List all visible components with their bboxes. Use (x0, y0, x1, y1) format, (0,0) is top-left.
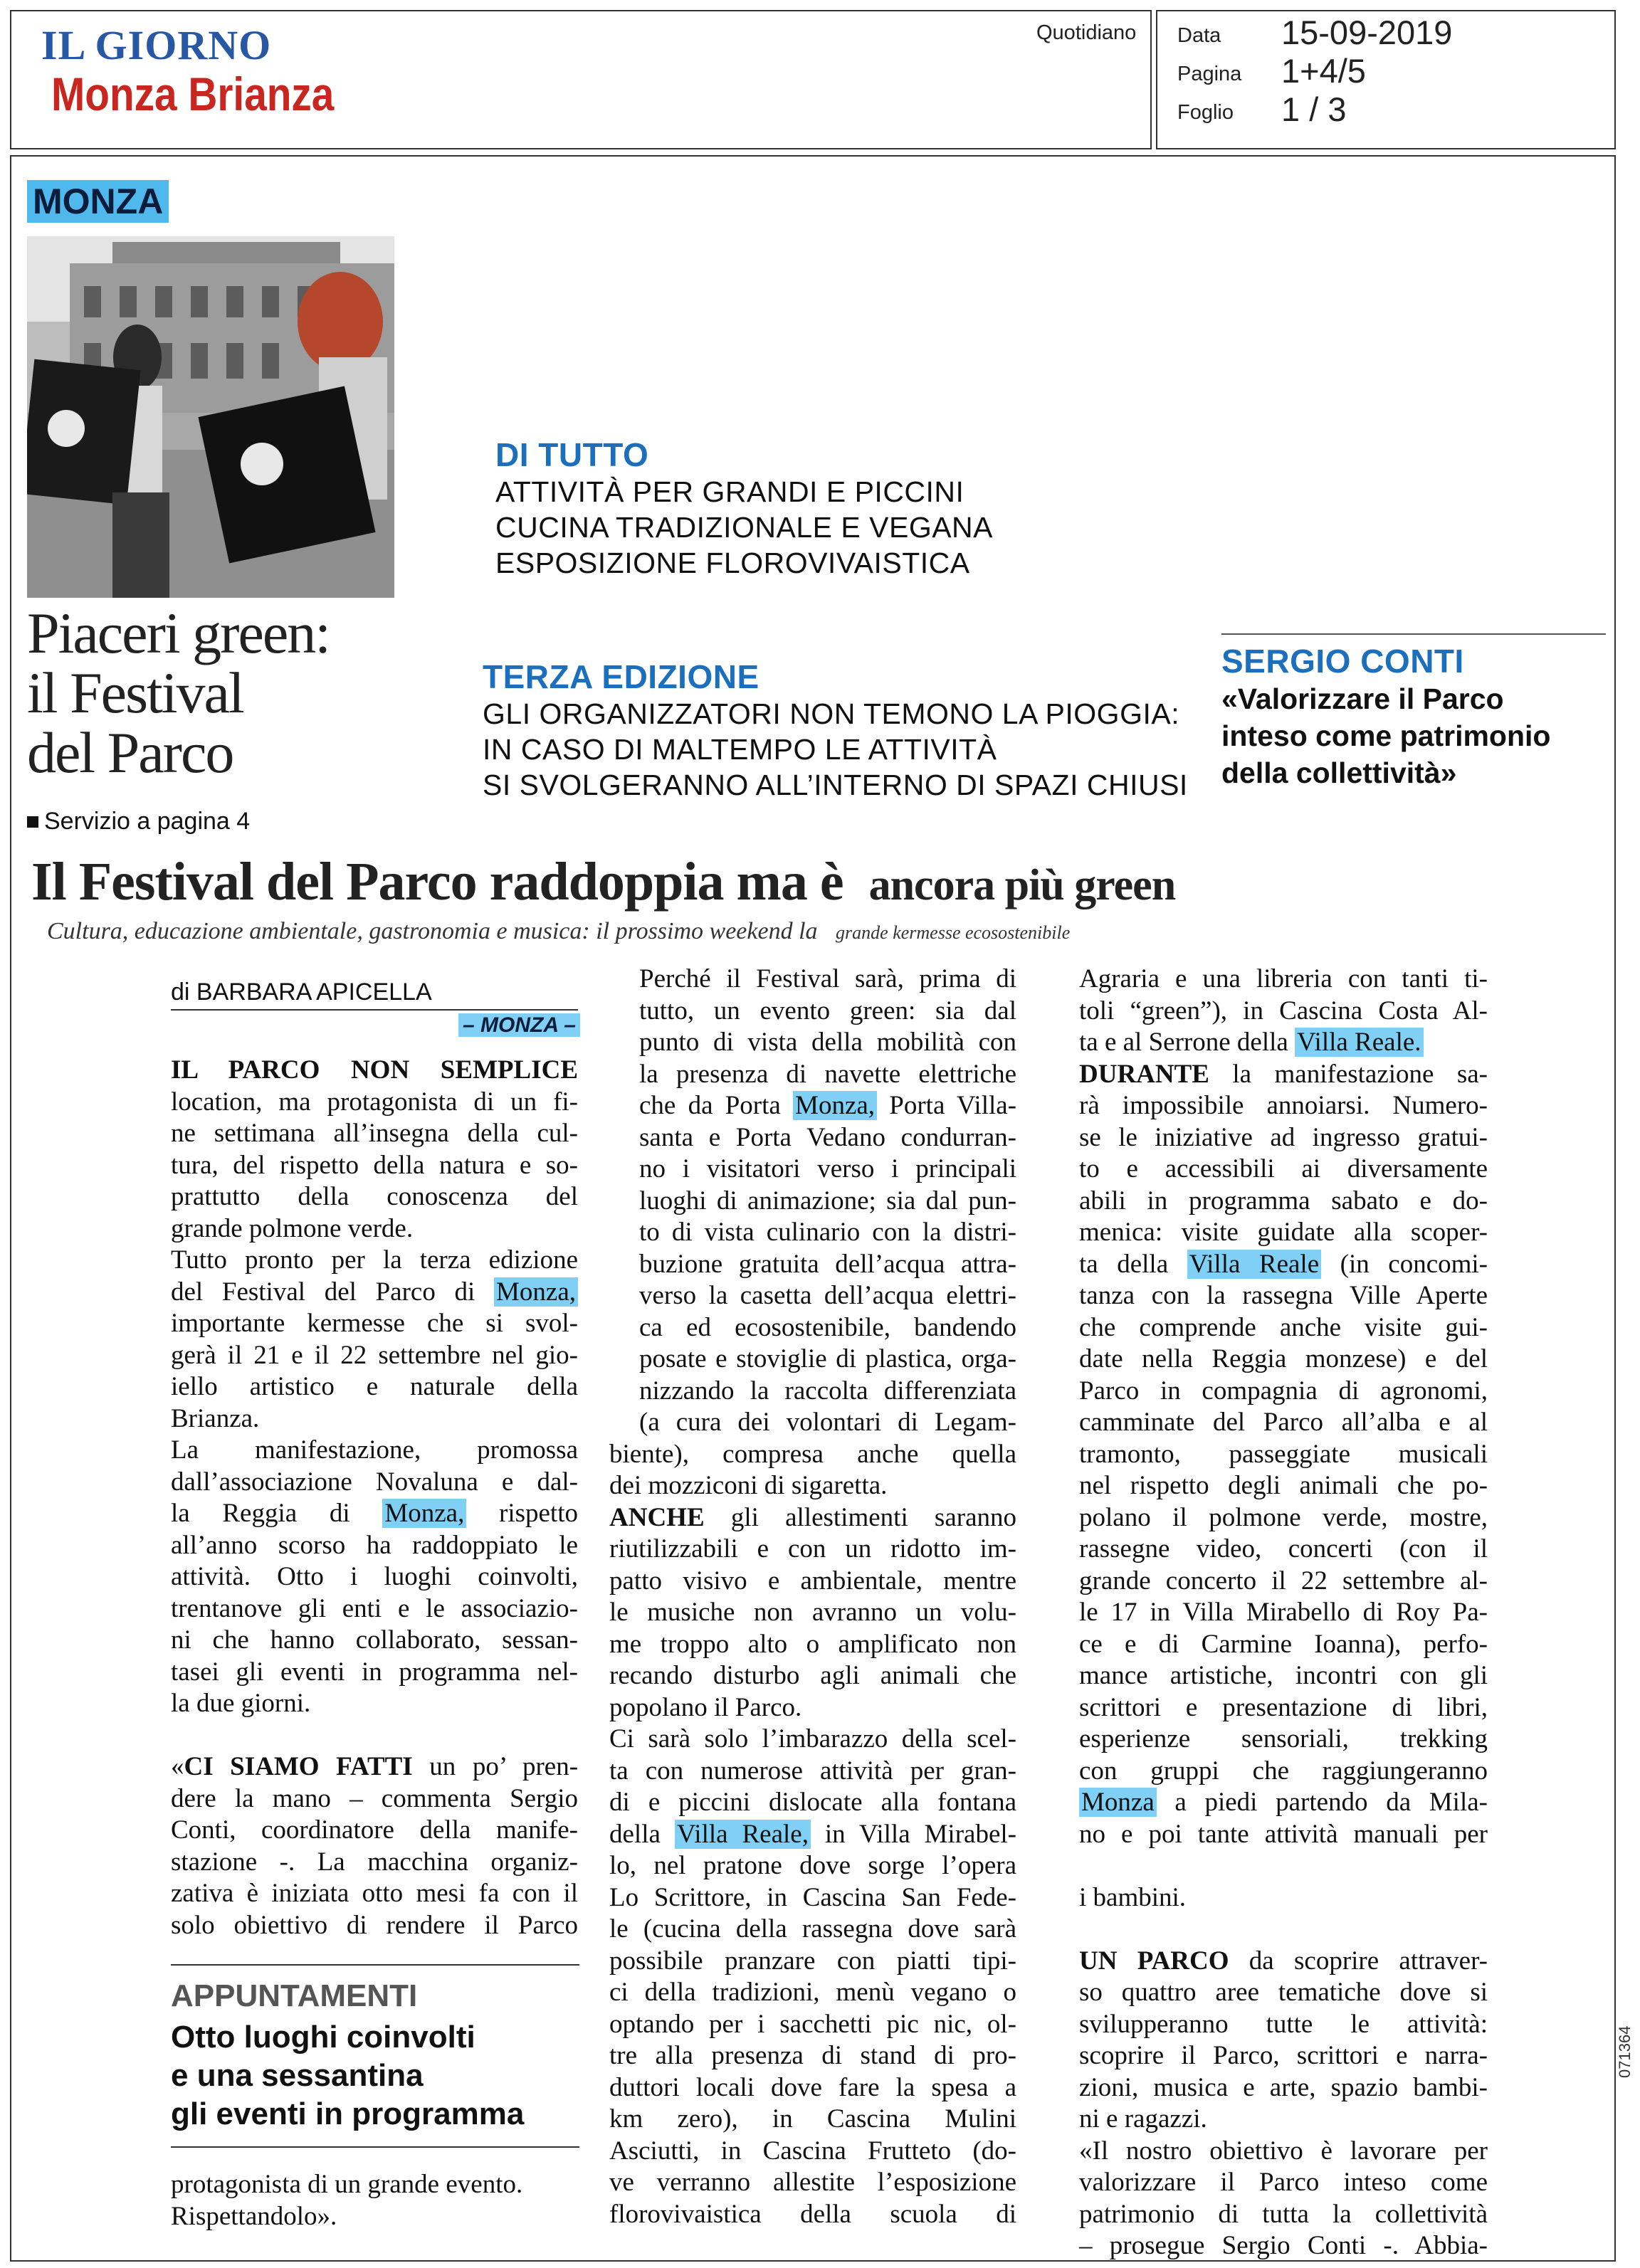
body-line: Monza a piedi partendo da Mila- (1079, 1787, 1488, 1819)
body-line: la due giorni. (171, 1689, 311, 1718)
body-line: IL PARCO NON SEMPLICE (171, 1055, 578, 1085)
body-line: Agraria e una libreria con tanti ti- (1079, 964, 1488, 993)
body-line: lo, nel pratone dove sorge l’opera (609, 1851, 1016, 1880)
headline-tail: ancora più green (868, 861, 1176, 909)
body-line: ni e ragazzi. (1079, 2104, 1207, 2133)
body-line: verso la casetta dell’acqua elettri- (639, 1281, 1016, 1310)
article-headline (31, 851, 1175, 913)
body-line: polano il polmone verde, mostre, (1079, 1502, 1488, 1532)
body-line: Brianza. (171, 1403, 260, 1433)
body-line: ne settimana all’insegna della cul- (171, 1119, 578, 1148)
body-line: importante kermesse che si svol- (171, 1309, 578, 1338)
pullout-quote-line: inteso come patrimonio (1221, 719, 1551, 752)
body-line: grande concerto il 22 settembre al- (1079, 1566, 1488, 1595)
body-line: solo obiettivo di rendere il Parco (171, 1910, 578, 1940)
meta-value-sheet: 1 / 3 (1281, 90, 1347, 128)
body-line: ce e di Carmine Ioanna), perfo- (1079, 1629, 1488, 1659)
pullout-heading: SERGIO CONTI (1221, 643, 1464, 680)
body-line: florovivaistica della scuola di (609, 2199, 1016, 2229)
meta-value-page: 1+4/5 (1281, 52, 1366, 90)
article-column-1 (171, 1055, 578, 1941)
newspaper-logo: IL GIORNO (41, 22, 272, 68)
pullout-di-tutto (495, 436, 993, 581)
body-line: popolano il Parco. (609, 1692, 802, 1722)
body-line: me troppo alto o amplificato non (609, 1629, 1016, 1659)
body-line: La manifestazione, promossa (171, 1435, 578, 1465)
meta-label-page: Pagina (1177, 63, 1242, 85)
body-line: zioni, musica e arte, spazio bambi- (1079, 2072, 1488, 2102)
pullout-line: ESPOSIZIONE FLOROVIVAISTICA (495, 547, 970, 579)
body-line: tasei gli eventi in programma nel- (171, 1657, 578, 1687)
body-line: scrittori e presentazione di libri, (1079, 1692, 1488, 1722)
body-line: prattutto della conoscenza del (171, 1182, 578, 1211)
body-line: stazione -. La macchina organiz- (171, 1847, 578, 1877)
body-line: che comprende anche visite gui- (1079, 1312, 1488, 1342)
body-line: dere la mano – commenta Sergio (171, 1783, 578, 1813)
body-line: tre alla presenza di stand di pro- (609, 2041, 1016, 2070)
body-line (171, 1720, 578, 1752)
body-line: se le iniziative ad ingresso gratui- (1079, 1122, 1488, 1152)
teaser-title-line: del Parco (27, 720, 233, 785)
body-line: possibile pranzare con piatti tipi- (609, 1946, 1016, 1976)
body-line: ANCHE gli allestimenti saranno (609, 1502, 1016, 1532)
body-line: della Villa Reale, in Villa Mirabel- (609, 1819, 1016, 1849)
dateline-text: – MONZA – (458, 1013, 580, 1037)
headline-main: Il Festival del Parco raddoppia ma è (31, 852, 843, 912)
dateline (458, 1013, 580, 1038)
subhead-tail: grande kermesse ecosostenibile (836, 922, 1071, 943)
body-line: toli “green”), in Cascina Costa Al- (1079, 996, 1488, 1025)
meta-label-date: Data (1177, 24, 1221, 47)
body-line: ta con numerose attività per gran- (609, 1756, 1016, 1786)
body-line: km zero), in Cascina Mulini (609, 2104, 1016, 2133)
box-line: e una sessantina (171, 2058, 424, 2093)
body-line: so quattro aree tematiche dove si (1079, 1978, 1488, 2007)
box-body (171, 2018, 524, 2133)
pullout-line: GLI ORGANIZZATORI NON TEMONO LA PIOGGIA: (483, 697, 1180, 730)
body-line: ci della tradizioni, menù vegano o (609, 1978, 1016, 2007)
section-label: MONZA (27, 180, 169, 223)
body-line (1079, 1850, 1488, 1882)
body-line: to di vista culinario con la distri- (639, 1218, 1016, 1247)
body-line: posate e stoviglie di plastica, orga- (639, 1344, 1016, 1373)
body-line: del Festival del Parco di Monza, (171, 1277, 578, 1309)
body-line: no i visitatori verso i principali (639, 1154, 1016, 1183)
body-line: to e accessibili ai diversamente (1079, 1154, 1488, 1183)
meta-value-date: 15-09-2019 (1281, 14, 1453, 51)
body-line: DURANTE la manifestazione sa- (1079, 1059, 1488, 1089)
body-line: i bambini. (1079, 1882, 1187, 1912)
body-line: – prosegue Sergio Conti -. Abbia- (1079, 2231, 1488, 2260)
pullout-terza-edizione (483, 658, 1188, 803)
body-line: menica: visite guidate alla scoper- (1079, 1218, 1488, 1247)
body-line: dall’associazione Novaluna e dal- (171, 1467, 578, 1497)
article-subhead (47, 918, 1070, 945)
byline: di BARBARA APICELLA (171, 979, 432, 1006)
pullout-line: ATTIVITÀ PER GRANDI E PICCINI (495, 475, 964, 508)
body-line: tutto, un evento green: sia dal (639, 996, 1016, 1025)
body-line: ve verranno allestite l’esposizione (609, 2168, 1016, 2197)
body-line: ta e al Serrone della Villa Reale. (1079, 1027, 1488, 1059)
body-line: gerà il 21 e il 22 settembre nel gio- (171, 1340, 578, 1370)
box-line: Otto luoghi coinvolti (171, 2020, 475, 2055)
body-line: rassegne video, concerti (con il (1079, 1534, 1488, 1563)
body-line: svilupperanno tutte le attività: (1079, 2009, 1488, 2039)
body-line: Ci sarà solo l’imbarazzo della scel- (609, 1724, 1016, 1753)
page-reference (27, 808, 250, 835)
body-line: la presenza di navette elettriche (639, 1059, 1016, 1089)
page-reference-text: Servizio a pagina 4 (44, 808, 251, 835)
article-column-1-continued (171, 2169, 578, 2232)
body-line: all’anno scorso ha raddoppiato le (171, 1530, 578, 1560)
body-line: di e piccini dislocate alla fontana (609, 1788, 1016, 1817)
subhead-main: Cultura, educazione ambientale, gastronomia e musica: il prossimo weekend la (47, 918, 818, 944)
body-line: che da Porta Monza, Porta Villa- (639, 1091, 1017, 1120)
body-line: Lo Scrittore, in Cascina San Fede- (609, 1882, 1016, 1912)
body-line: ni che hanno collaborato, sessan- (171, 1625, 578, 1655)
byline-divider (171, 1009, 578, 1011)
body-line: esperienze sensoriali, trekking (1079, 1724, 1488, 1753)
pullout-sergio-conti (1221, 642, 1620, 791)
body-line: no e poi tante attività manuali per (1079, 1819, 1488, 1849)
body-line: tramonto, passeggiate musicali (1079, 1439, 1488, 1469)
body-line: buzione gratuita dell’acqua attra- (639, 1249, 1016, 1279)
body-line: biente), compresa anche quella (609, 1439, 1016, 1469)
body-line: date nella Reggia monzese) e del (1079, 1344, 1488, 1373)
body-line: valorizzare il Parco inteso come (1079, 2168, 1488, 2197)
pullout-divider (1221, 633, 1606, 635)
body-line: tanza con la rassegna Ville Aperte (1079, 1281, 1488, 1310)
body-line: UN PARCO da scoprire attraver- (1079, 1946, 1488, 1976)
edition-name: Monza Brianza (51, 68, 335, 120)
body-line: ta della Villa Reale (in concomi- (1079, 1249, 1488, 1279)
body-line: attività. Otto i luoghi coinvolti, (171, 1562, 578, 1591)
frequency-label: Quotidiano (1036, 21, 1137, 44)
pullout-quote-line: «Valorizzare il Parco (1221, 682, 1504, 715)
body-line: con gruppi che raggiungeranno (1079, 1756, 1488, 1786)
box-heading: APPUNTAMENTI (171, 1978, 418, 2013)
body-line: riutilizzabili e con un ridotto im- (609, 1534, 1016, 1563)
box-divider (171, 1964, 579, 1966)
body-line: le (cucina della rassegna dove sarà (609, 1914, 1016, 1943)
body-line: punto di vista della mobilità con (639, 1028, 1016, 1057)
pullout-line: SI SVOLGERANNO ALL’INTERNO DI SPAZI CHIUSI (483, 769, 1188, 801)
body-line: protagonista di un grande evento. (171, 2170, 523, 2199)
body-line: rà impossibile annoiarsi. Numero- (1079, 1091, 1488, 1120)
body-line: Conti, coordinatore della manife- (171, 1815, 578, 1845)
body-line: patrimonio di tutta la collettività (1079, 2199, 1488, 2229)
body-line: nizzando la raccolta differenziata (639, 1376, 1016, 1405)
body-line: (a cura dei volontari di Legam- (639, 1408, 1016, 1437)
body-line: abili in programma sabato e do- (1079, 1186, 1488, 1215)
box-line: gli eventi in programma (171, 2096, 525, 2131)
teaser-title (27, 603, 426, 783)
body-line: Tutto pronto per la terza edizione (171, 1245, 578, 1275)
body-line: santa e Porta Vedano condurran- (639, 1122, 1016, 1152)
pullout-line: CUCINA TRADIZIONALE E VEGANA (495, 511, 994, 544)
bullet-square-icon (27, 816, 38, 828)
pullout-heading: TERZA EDIZIONE (483, 658, 759, 695)
body-line: luoghi di animazione; sia dal pun- (639, 1186, 1016, 1215)
pullout-line: IN CASO DI MALTEMPO LE ATTIVITÀ (483, 733, 997, 766)
body-line: duttori locali dove fare la spesa a (609, 2072, 1016, 2102)
body-line: le 17 in Villa Mirabello di Roy Pa- (1079, 1598, 1488, 1627)
pullout-heading: DI TUTTO (495, 436, 649, 473)
body-line: scoprire il Parco, scrittori e narra- (1079, 2041, 1488, 2070)
body-line: ca ed ecosostenibile, bandendo (639, 1312, 1016, 1342)
body-line: la Reggia di Monza, rispetto (171, 1499, 578, 1528)
body-line: le musiche non avranno un volu- (609, 1598, 1016, 1627)
meta-label-sheet: Foglio (1177, 101, 1234, 124)
body-line: grande polmone verde. (171, 1213, 414, 1243)
body-line: recando disturbo agli animali che (609, 1661, 1016, 1690)
body-line: optando per i sacchetti pic nic, ol- (609, 2009, 1016, 2039)
box-divider (171, 2146, 579, 2148)
pullout-quote-line: della collettività» (1221, 756, 1457, 789)
body-line: Rispettandolo». (171, 2201, 337, 2231)
body-line (1079, 1914, 1488, 1946)
body-line: Asciutti, in Cascina Frutteto (do- (609, 2136, 1016, 2166)
body-line: location, ma protagonista di un fi- (171, 1087, 578, 1117)
body-line: iello artistico e naturale della (171, 1372, 578, 1401)
body-line: «Il nostro obiettivo è lavorare per (1079, 2136, 1488, 2166)
body-line: tura, del rispetto della natura e so- (171, 1150, 578, 1180)
teaser-title-line: Piaceri green: (27, 601, 330, 665)
body-line: nel rispetto degli animali che po- (1079, 1471, 1488, 1500)
body-line: trentanove gli enti e le associazio- (171, 1593, 578, 1623)
body-line: zativa è iniziata otto mesi fa con il (171, 1879, 578, 1908)
body-line: patto visivo e ambientale, mentre (609, 1566, 1016, 1595)
body-line: «CI SIAMO FATTI un po’ pren- (171, 1752, 579, 1781)
body-line: dei mozziconi di sigaretta. (609, 1471, 888, 1500)
article-column-3 (1079, 964, 1488, 2262)
body-line: mance artistiche, incontri con gli (1079, 1661, 1488, 1690)
teaser-title-line: il Festival (27, 660, 243, 725)
body-line: camminate del Parco all’alba e al (1079, 1408, 1488, 1437)
body-line: Perché il Festival sarà, prima di (639, 964, 1016, 993)
festival-photo (27, 236, 394, 598)
document-code: 071364 (1616, 2025, 1634, 2078)
body-line: Parco in compagnia di agronomi, (1079, 1376, 1488, 1405)
article-column-2 (609, 964, 1016, 2230)
